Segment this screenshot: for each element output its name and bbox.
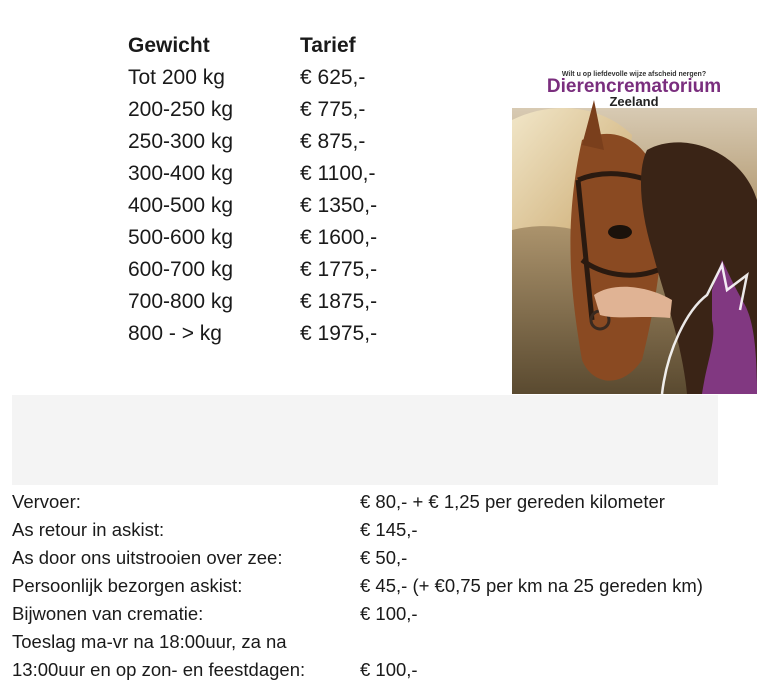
fee-value: € 100,- — [360, 659, 418, 680]
fee-label: Vervoer: — [12, 491, 81, 512]
fee-label: As retour in askist: — [12, 519, 165, 540]
fee-label: Bijwonen van crematie: — [12, 603, 204, 624]
promo-brand: Dierencrematorium — [546, 76, 722, 97]
tariff-row — [128, 126, 440, 158]
fee-label: Persoonlijk bezorgen askist: — [12, 575, 243, 596]
tariff-table — [128, 30, 440, 350]
price-cell: € 1350,- — [300, 194, 378, 217]
fees-list — [12, 488, 703, 684]
weight-cell: 200-250 kg — [128, 98, 234, 121]
promo-image — [512, 60, 757, 394]
tariff-row — [128, 254, 440, 286]
fee-value: € 145,- — [360, 519, 418, 540]
price-cell: € 1975,- — [300, 322, 378, 345]
promo-illustration — [512, 60, 757, 394]
weight-cell: 800 - > kg — [128, 322, 222, 345]
fee-value: € 45,- (+ €0,75 per km na 25 gereden km) — [360, 575, 703, 596]
fee-row — [12, 600, 703, 628]
fee-row — [12, 628, 703, 684]
weight-cell: 300-400 kg — [128, 162, 234, 185]
fee-label: Toeslag ma-vr na 18:00uur, za na 13:00uur en op zon- en feestdagen: — [12, 631, 306, 680]
tariff-row — [128, 62, 440, 94]
tariff-row — [128, 222, 440, 254]
weight-cell: 700-800 kg — [128, 290, 234, 313]
tariff-row — [128, 158, 440, 190]
blank-area — [12, 395, 718, 485]
weight-cell: Tot 200 kg — [128, 66, 225, 89]
fee-row — [12, 488, 703, 516]
tariff-row — [128, 318, 440, 350]
price-cell: € 625,- — [300, 66, 366, 89]
tariff-row — [128, 94, 440, 126]
price-cell: € 1775,- — [300, 258, 378, 281]
fee-row — [12, 516, 703, 544]
price-cell: € 1875,- — [300, 290, 378, 313]
promo-region: Zeeland — [609, 94, 659, 109]
weight-cell: 500-600 kg — [128, 226, 234, 249]
fee-row — [12, 572, 703, 600]
price-cell: € 1100,- — [300, 162, 376, 185]
fee-row — [12, 544, 703, 572]
price-cell: € 875,- — [300, 130, 366, 153]
weight-cell: 600-700 kg — [128, 258, 234, 281]
tariff-row — [128, 286, 440, 318]
tariff-row — [128, 190, 440, 222]
fee-value: € 80,- + € 1,25 per gereden kilometer — [360, 491, 665, 512]
weight-cell: 400-500 kg — [128, 194, 234, 217]
fee-value: € 100,- — [360, 603, 418, 624]
fee-label: As door ons uitstrooien over zee: — [12, 547, 283, 568]
horse-eye — [608, 225, 632, 239]
price-cell: € 775,- — [300, 98, 366, 121]
tariff-header — [128, 30, 440, 62]
fee-value: € 50,- — [360, 547, 408, 568]
price-column-header: Tarief — [300, 34, 356, 57]
promo-tagline: Wilt u op liefdevolle wijze afscheid nergen? — [561, 71, 707, 78]
weight-column-header: Gewicht — [128, 34, 210, 57]
weight-cell: 250-300 kg — [128, 130, 234, 153]
price-cell: € 1600,- — [300, 226, 378, 249]
